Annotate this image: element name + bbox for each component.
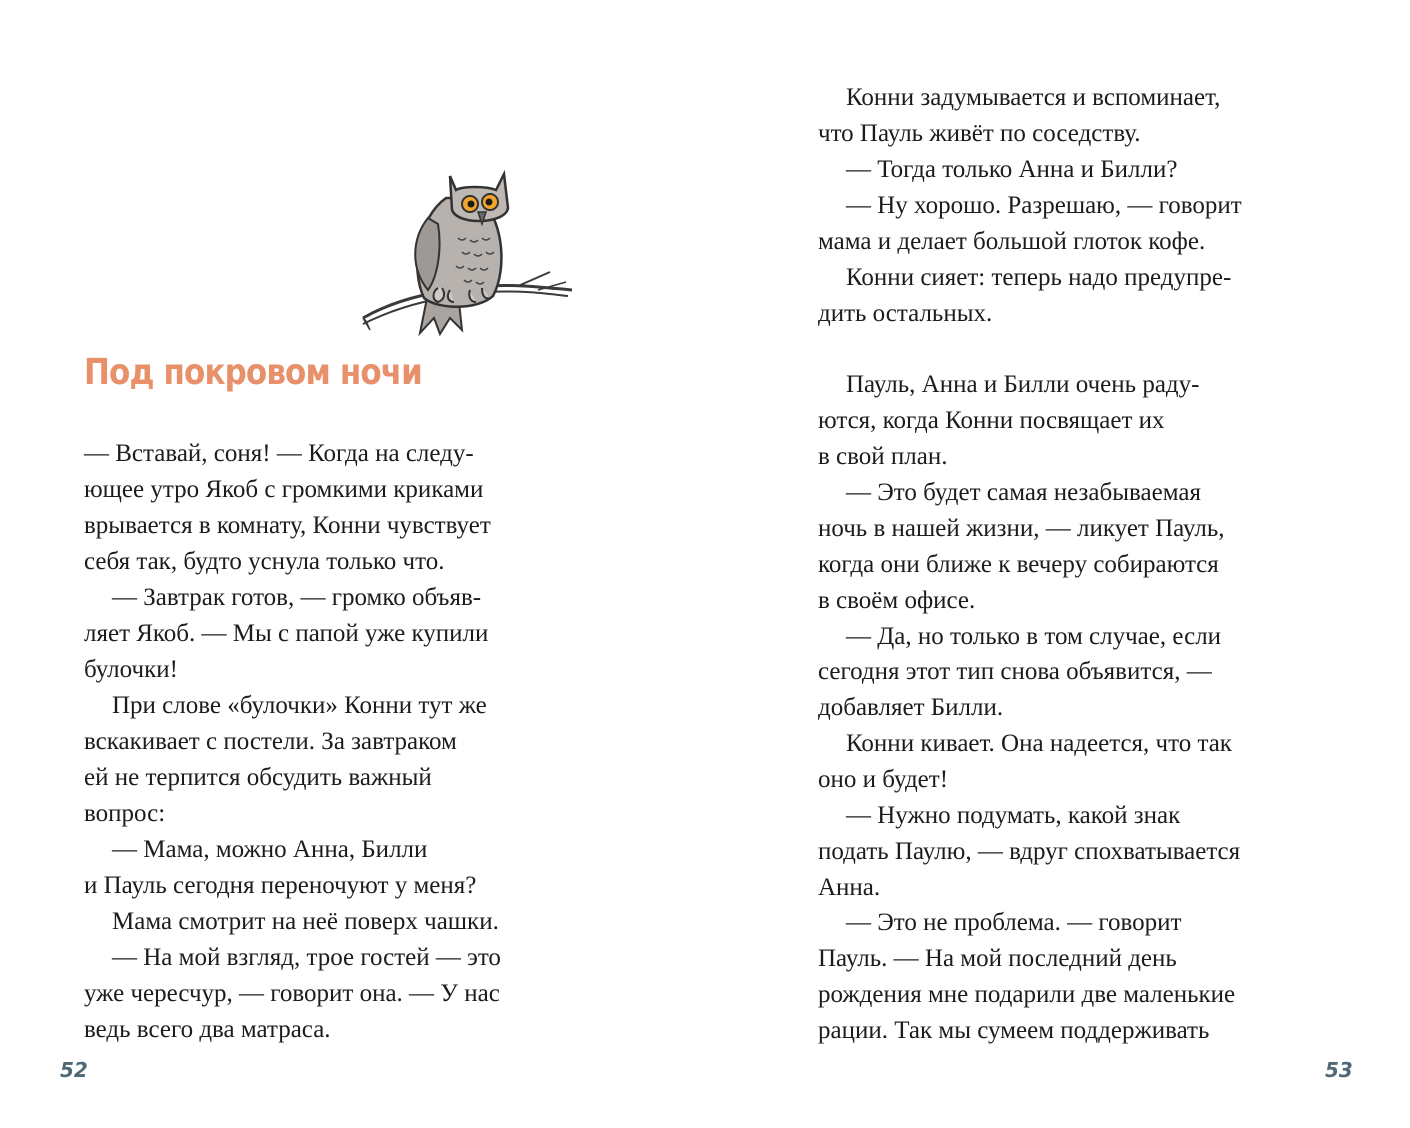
right-page — [705, 0, 1410, 1128]
text-line: добавляет Билли. — [818, 694, 1004, 721]
chapter-title: Под покровом ночи — [84, 352, 423, 393]
text-line: в своём офисе. — [818, 587, 976, 614]
text-line: в свой план. — [818, 443, 948, 470]
text-line: — Нужно подумать, какой знак — [846, 802, 1181, 829]
text-line: когда они ближе к вечеру собираются — [818, 551, 1219, 578]
text-line: ляет Якоб. — Мы с папой уже купили — [84, 620, 489, 647]
text-line: вопрос: — [84, 800, 166, 827]
text-line: мама и делает большой глоток кофе. — [818, 228, 1206, 255]
text-line: Пауль, Анна и Билли очень раду- — [846, 371, 1200, 398]
owl-on-branch-illustration — [358, 168, 576, 338]
text-line: — Мама, можно Анна, Билли — [112, 836, 428, 863]
text-line: подать Паулю, — вдруг спохватывается — [818, 838, 1241, 865]
text-line: Конни сияет: теперь надо предупре- — [846, 264, 1232, 291]
text-line: булочки! — [84, 656, 178, 683]
text-line: Мама смотрит на неё поверх чашки. — [112, 908, 499, 935]
text-line: — На мой взгляд, трое гостей — это — [112, 944, 501, 971]
text-line: Пауль. — На мой последний день — [818, 945, 1177, 972]
text-line: ей не терпится обсудить важный — [84, 764, 432, 791]
text-line: — Это не проблема. — говорит — [846, 909, 1182, 936]
text-line: ночь в нашей жизни, — ликует Пауль, — [818, 515, 1225, 542]
text-line: дить остальных. — [818, 300, 993, 327]
text-line: рации. Так мы сумеем поддерживать — [818, 1017, 1210, 1044]
text-line: — Да, но только в том случае, если — [846, 623, 1222, 650]
text-line: вскакивает с постели. За завтраком — [84, 728, 457, 755]
text-line: что Пауль живёт по соседству. — [818, 120, 1141, 147]
text-line: уже чересчур, — говорит она. — У нас — [84, 980, 500, 1007]
text-line: Конни задумывается и вспоминает, — [846, 84, 1221, 111]
text-line: сегодня этот тип снова объявится, — — [818, 658, 1212, 685]
page-number-right: 53 — [1325, 1058, 1353, 1082]
text-line: — Ну хорошо. Разрешаю, — говорит — [846, 192, 1242, 219]
text-line: Конни кивает. Она надеется, что так — [846, 730, 1232, 757]
text-line: — Это будет самая незабываемая — [846, 479, 1201, 506]
text-line: ются, когда Конни посвящает их — [818, 407, 1165, 434]
text-line: рождения мне подарили две маленькие — [818, 981, 1236, 1008]
text-line: оно и будет! — [818, 766, 949, 793]
text-line: При слове «булочки» Конни тут же — [112, 692, 487, 719]
text-line: себя так, будто уснула только что. — [84, 548, 445, 575]
text-line: — Тогда только Анна и Билли? — [846, 156, 1178, 183]
text-line: — Завтрак готов, — громко объяв- — [112, 584, 482, 611]
text-line: — Вставай, соня! — Когда на следу- — [84, 440, 474, 467]
text-line: и Пауль сегодня переночуют у меня? — [84, 872, 477, 899]
text-line: Анна. — [818, 874, 881, 901]
text-line: ющее утро Якоб с громкими криками — [84, 476, 484, 503]
page-number-left: 52 — [60, 1058, 88, 1082]
text-line: ведь всего два матраса. — [84, 1016, 331, 1043]
text-line: врывается в комнату, Конни чувствует — [84, 512, 491, 539]
